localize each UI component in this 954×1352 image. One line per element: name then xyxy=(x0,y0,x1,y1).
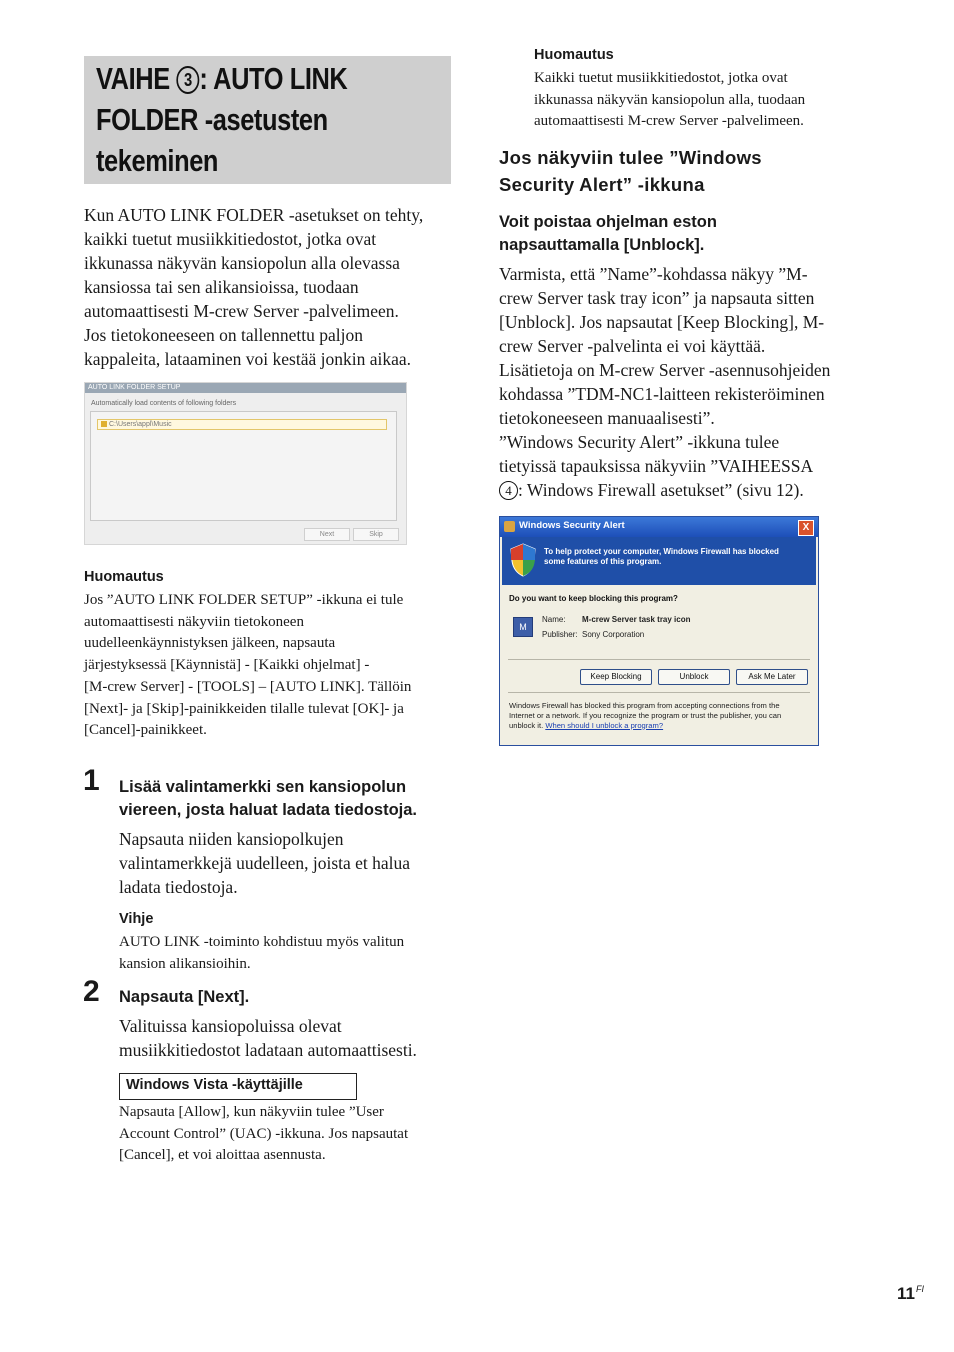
step4-circle: 4 xyxy=(499,481,518,500)
step2-heading: Napsauta [Next]. xyxy=(119,988,250,1006)
step2-body: Valituissa kansiopoluissa olevat musiikkitiedostot ladataan automaattisesti. xyxy=(119,1016,417,1060)
publisher-value: Sony Corporation xyxy=(582,630,645,639)
section-heading: Jos näkyviin tulee ”Windows Security Alert” -ikkuna xyxy=(499,147,762,195)
tip-text: AUTO LINK -toiminto kohdistuu myös valitun kansion alikansioihin. xyxy=(119,934,405,972)
setup-label: Automatically load contents of following folders xyxy=(91,400,237,407)
checkbox-icon[interactable] xyxy=(101,421,107,427)
intro-paragraph: Kun AUTO LINK FOLDER -asetukset on tehty, kaikki tuetut musiikkitiedostot, jotka ovat ikkunassa näkyvän kansiopolun alla olevassa kansiossa tai sen alikansioissa, tuodaan automaattisesti M-crew Server -palvelimeen. Jos tietokoneeseen on tallennettu paljon kappaleita, lataaminen voi kestää jonkin aikaa. xyxy=(84,205,424,369)
alert-banner xyxy=(502,537,816,585)
unblock-button[interactable]: Unblock xyxy=(658,669,730,685)
skip-button[interactable]: Skip xyxy=(353,528,399,541)
banner-text: To help protect your computer, Windows Firewall has blocked some features of this program. xyxy=(544,547,779,566)
app-icon: M xyxy=(513,617,533,637)
windows-security-alert-screenshot xyxy=(499,516,819,746)
section-body: Varmista, että ”Name”-kohdassa näkyy ”M- crew Server task tray icon” ja napsauta sitten [Unblock]. Jos napsautat [Keep Blocking], M- crew Server -palvelinta ei voi käyttää. Lisätietoja on M-crew Server -asennusohjeiden kohdassa ”TDM-NC1-laitteen rekisteröiminen tietokoneeseen manuaalisesti”. ”Windows Security Alert” -ikkuna tulee tietyissä tapauksissa näkyviin ”VAIHEESSA 4 : Windows Firewall asetukset” (sivu 12). xyxy=(499,264,831,500)
alert-question: Do you want to keep blocking this program? xyxy=(509,594,678,603)
step2-number: 2 xyxy=(83,975,100,1008)
unblock-help-link[interactable]: When should I unblock a program? xyxy=(545,720,664,730)
section-subheading: Voit poistaa ohjelman eston napsauttamalla [Unblock]. xyxy=(499,213,717,254)
name-key: Name: xyxy=(542,615,566,624)
step1-heading: Lisää valintamerkki sen kansiopolun viereen, josta haluat ladata tiedostoja. xyxy=(119,778,418,819)
vista-label-box: Windows Vista -käyttäjille xyxy=(119,1073,357,1100)
next-button[interactable]: Next xyxy=(304,528,350,541)
vista-text: Napsauta [Allow], kun näkyviin tulee ”User Account Control” (UAC) -ikkuna. Jos napsautat [Cancel], et voi aloittaa asennusta. xyxy=(119,1104,409,1164)
auto-link-setup-screenshot xyxy=(84,382,407,545)
note2-text: Kaikki tuetut musiikkitiedostot, jotka ovat ikkunassa näkyvän kansiopolun alla, tuodaan automaattisesti M-crew Server -palvelimeen. xyxy=(534,70,806,130)
close-icon[interactable]: X xyxy=(798,520,814,536)
folder-list xyxy=(90,411,397,521)
tip-heading: Vihje xyxy=(119,911,154,927)
setup-titlebar: AUTO LINK FOLDER SETUP xyxy=(85,383,406,393)
note1-text: Jos ”AUTO LINK FOLDER SETUP” -ikkuna ei tule automaattisesti näkyviin tietokoneen uudelleenkäynnistyksen jälkeen, napsauta järjestyksessä [Käynnistä] - [Kaikki ohjelmat] - [M-crew Server] - [TOOLS] – [AUTO LINK]. Tällöin [Next]- ja [Skip]-painikkeiden tilalle tulevat [OK]- ja [Cancel]-painikkeet. xyxy=(84,592,412,739)
page-number: $11^{FI}$ xyxy=(897,1284,924,1303)
folder-row[interactable]: C:\Users\appl\Music xyxy=(97,419,387,430)
ask-me-later-button[interactable]: Ask Me Later xyxy=(736,669,808,685)
publisher-key: Publisher: xyxy=(542,630,578,639)
name-value: M-crew Server task tray icon xyxy=(582,615,691,624)
separator xyxy=(508,659,810,660)
separator xyxy=(508,692,810,693)
shield-icon xyxy=(504,521,515,532)
alert-footer: Windows Firewall has blocked this program from accepting connections from the Internet or a network. If you recognize the program or trust the publisher, you can unblock it. When should I unblock a program? xyxy=(509,701,782,730)
note1-heading: Huomautus xyxy=(84,569,164,585)
firewall-shield-icon xyxy=(510,543,536,577)
step1-body: Napsauta niiden kansiopolkujen valintamerkkejä uudelleen, joista et halua ladata tiedostoja. xyxy=(119,829,411,897)
step-circle: 3 xyxy=(176,66,199,94)
note2-heading: Huomautus xyxy=(534,47,614,63)
step1-number: 1 xyxy=(83,764,100,797)
keep-blocking-button[interactable]: Keep Blocking xyxy=(580,669,652,685)
page-title: VAIHE 3 : AUTO LINK FOLDER -asetusten tekeminen xyxy=(96,61,348,178)
alert-titlebar: Windows Security Alert X xyxy=(500,517,818,537)
